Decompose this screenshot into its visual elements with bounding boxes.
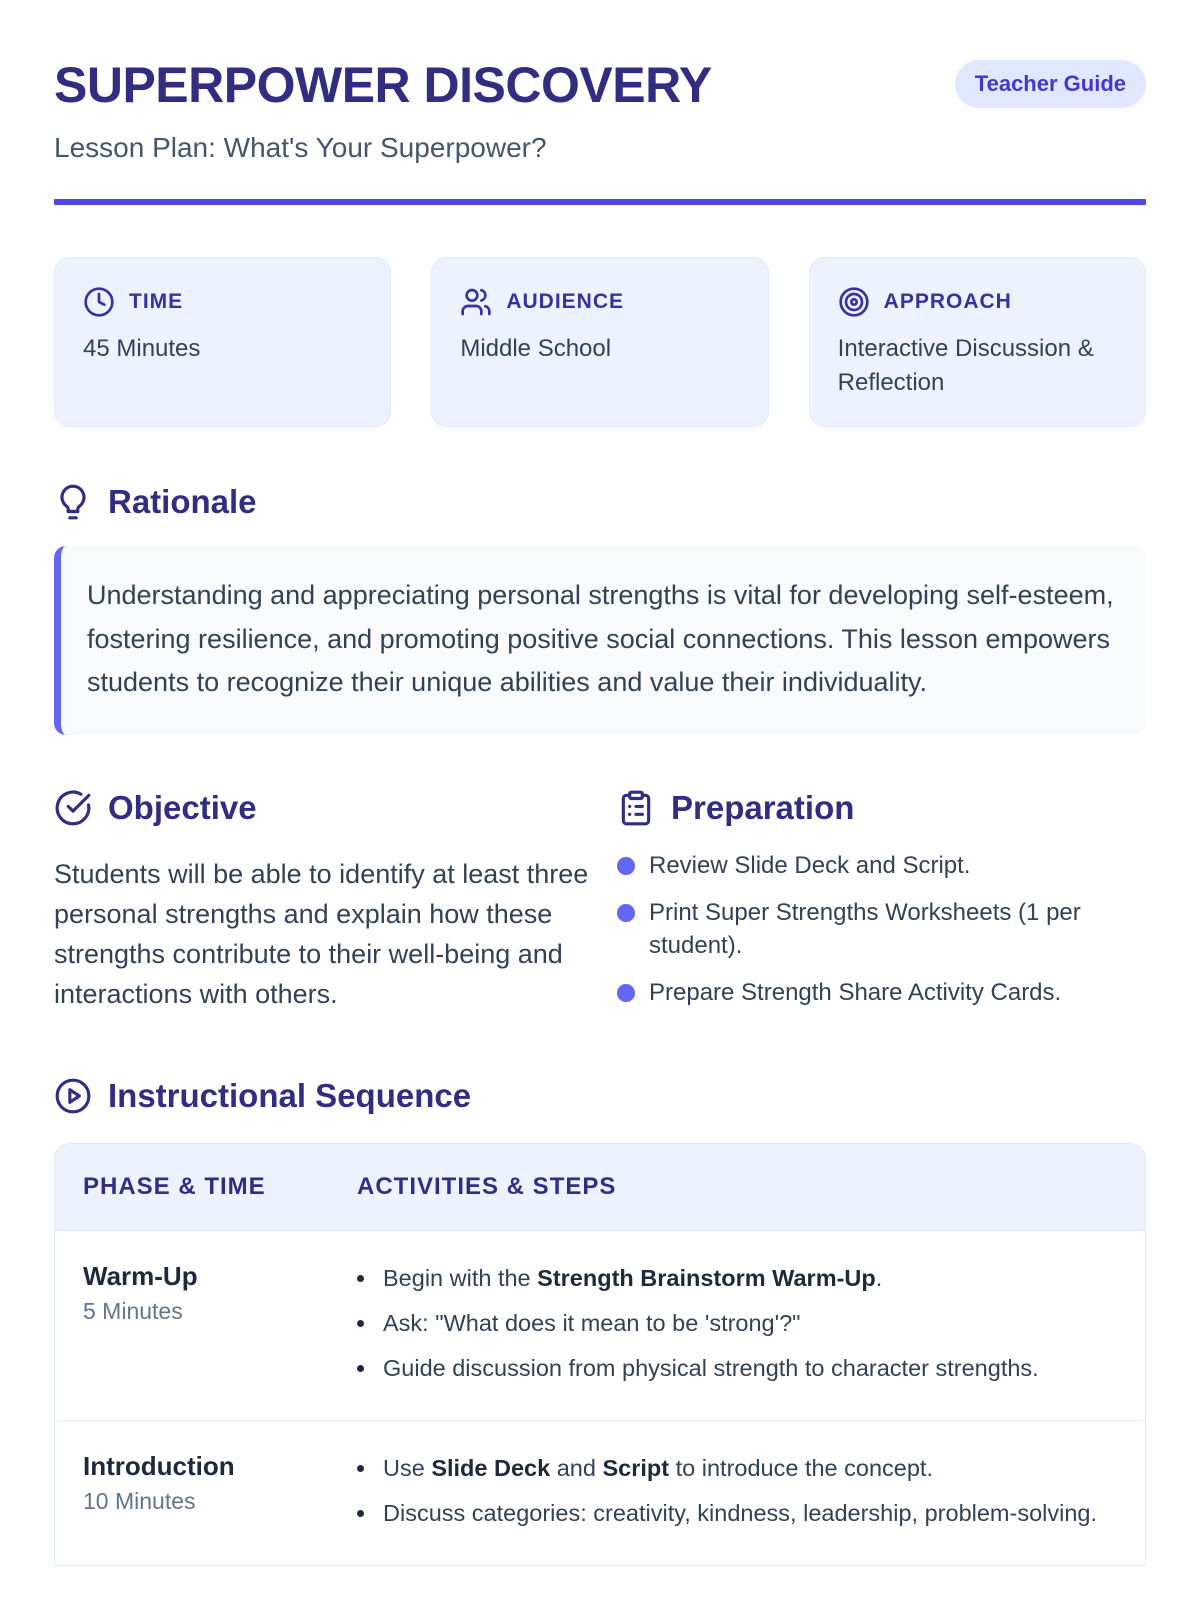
steps-list [357,1259,1117,1394]
lightbulb-icon [54,483,92,521]
phase-cell [83,1449,357,1539]
phase-name: Warm-Up [83,1260,198,1291]
phase-time: 5 Minutes [83,1297,183,1324]
section-title: Rationale [108,483,257,520]
list-item [617,976,1146,1009]
info-card-value: 45 Minutes [83,335,201,362]
step-text: Use [383,1454,432,1481]
teacher-guide-badge: Teacher Guide [955,60,1146,108]
step-bold-text: Script [602,1454,670,1481]
step-text: Ask: "What does it mean to be 'strong'?" [383,1309,801,1336]
list-item-text: Review Slide Deck and Script. [649,851,971,879]
info-card-value: Middle School [460,335,612,362]
step-bold-text: Strength Brainstorm Warm-Up [537,1264,876,1291]
list-item-text: Print Super Strengths Worksheets (1 per student). [649,898,1081,959]
bullet-dot [617,857,635,875]
step-text: . [875,1264,883,1291]
info-card-label: TIME [129,290,184,313]
objective-section [54,789,617,1023]
page-subtitle: Lesson Plan: What's Your Superpower? [54,132,547,163]
bullet-dot [617,904,635,922]
bullet-dot [617,984,635,1002]
column-header-activities: ACTIVITIES & STEPS [357,1172,617,1200]
list-item [357,1259,1117,1297]
list-item [617,896,1146,962]
rationale-text: Understanding and appreciating personal strengths is vital for developing self-esteem, fostering resilience, and promoting positive social connections. This lesson empowers students to recognize their unique abilities and value their individuality. [54,546,1146,735]
preparation-list [617,849,1146,1009]
page-title: SUPERPOWER DISCOVERY [54,57,712,113]
step-text: to introduce the concept. [669,1454,933,1481]
info-card-time [54,257,391,427]
list-item [357,1304,1117,1342]
step-text: Guide discussion from physical strength to character strengths. [383,1354,1039,1381]
phase-time: 10 Minutes [83,1487,196,1514]
info-card-approach [809,257,1146,427]
steps-list [357,1449,1117,1539]
section-title: Instructional Sequence [108,1076,472,1114]
step-text: Discuss categories: creativity, kindness, leadership, problem-solving. [383,1499,1098,1526]
clipboard-icon [617,789,655,827]
preparation-section [617,789,1146,1023]
users-icon [460,286,492,318]
section-title: Preparation [671,788,855,826]
check-circle-icon [54,789,92,827]
info-card-label: APPROACH [883,290,1012,313]
step-text: Begin with the [383,1264,538,1291]
list-item [357,1494,1117,1532]
phase-cell [83,1259,357,1394]
info-cards [54,257,1146,427]
target-icon [838,286,870,318]
objective-heading [54,789,617,827]
objective-text: Students will be able to identify at least three personal strengths and explain how these strengths contribute to their well-being and interactions with others. [54,858,589,1009]
column-header-phase: PHASE & TIME [83,1172,266,1200]
preparation-heading [617,789,1146,827]
section-title: Objective [108,788,257,826]
header [54,54,1146,204]
step-text: and [550,1454,603,1481]
table-row [55,1230,1145,1420]
table-row [55,1420,1145,1565]
play-circle-icon [54,1077,92,1115]
info-card-label: AUDIENCE [506,290,625,313]
rationale-heading [54,483,1146,521]
clock-icon [83,286,115,318]
info-card-value: Interactive Discussion & Reflection [837,335,1094,396]
list-item [617,849,1146,882]
info-card-audience [431,257,768,427]
objective-preparation [54,789,1146,1023]
sequence-heading [54,1077,1146,1115]
list-item [357,1449,1117,1487]
header-divider [54,199,1146,205]
table-header [55,1144,1145,1230]
list-item [357,1349,1117,1387]
sequence-table [54,1143,1146,1566]
list-item-text: Prepare Strength Share Activity Cards. [649,978,1062,1006]
step-bold-text: Slide Deck [431,1454,551,1481]
phase-name: Introduction [83,1450,235,1481]
